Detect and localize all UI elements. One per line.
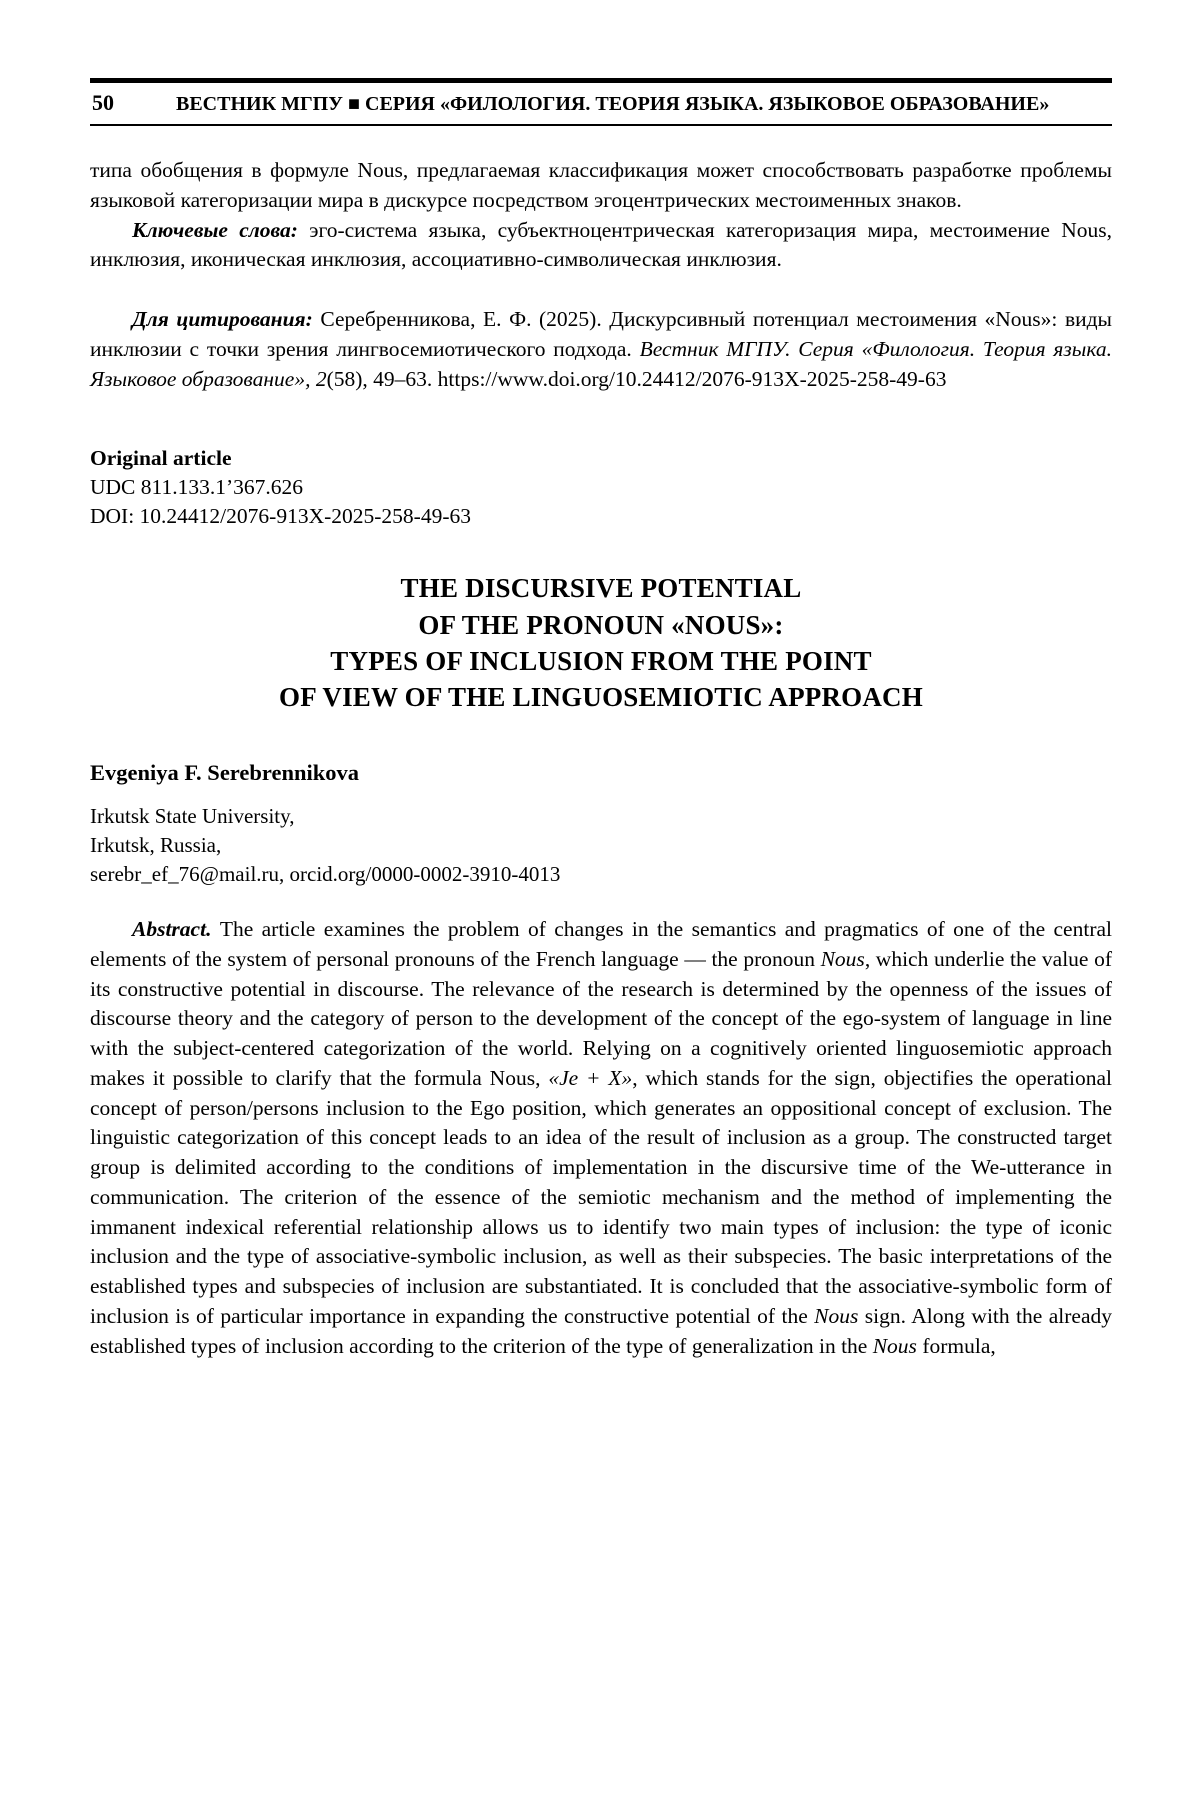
udc-number: UDC 811.133.1’367.626 xyxy=(90,474,304,499)
running-head xyxy=(90,83,1112,124)
text-run: Nous xyxy=(820,946,865,971)
doi-number: DOI: 10.24412/2076-913X-2025-258-49-63 xyxy=(90,503,471,528)
author-name: Evgeniya F. Serebrennikova xyxy=(90,759,360,785)
text-run: Серебренникова, Е. Ф. (2025). Дискурсивный потенциал местоимения «Nous»: виды инклюзии с точки зрения лингвосемиотического подхода. xyxy=(90,307,1112,361)
header-rule-bottom xyxy=(90,124,1112,126)
article-meta xyxy=(90,444,1112,530)
citation-paragraph xyxy=(90,305,1112,394)
text-run: эго-система языка, субъектноцентрическая категоризация мира, местоимение Nous, инклюзия, иконическая инклюзия, ассоциативно-символическая инклюзия. xyxy=(90,217,1112,272)
page-header xyxy=(90,78,1112,126)
article-title-line: OF THE PRONOUN «NOUS»: xyxy=(418,609,784,640)
journal-title: ВЕСТНИК МГПУ ■ СЕРИЯ «ФИЛОЛОГИЯ. ТЕОРИЯ ЯЗЫКА. ЯЗЫКОВОЕ ОБРАЗОВАНИЕ» xyxy=(176,93,1050,115)
author-affiliation xyxy=(90,802,1112,889)
text-run: Ключевые слова: xyxy=(132,217,310,242)
russian-abstract-continuation xyxy=(90,156,1112,216)
text-run: «Je + X» xyxy=(548,1065,633,1090)
article-title-line: THE DISCURSIVE POTENTIAL xyxy=(400,573,802,604)
text-run: Abstract. xyxy=(132,917,220,942)
text-run: Nous xyxy=(872,1333,917,1358)
article-body xyxy=(90,156,1112,1362)
text-run: Для цитирования: xyxy=(132,307,321,332)
text-run: Nous xyxy=(814,1304,859,1328)
text-run: Вестник МГПУ. Серия «Филология. Теория языка. Языковое образование», 2 xyxy=(90,336,1112,391)
article-title xyxy=(90,570,1112,716)
affiliation-line: Irkutsk State University, xyxy=(90,804,295,829)
article-type-label: Original article xyxy=(90,446,232,471)
text-run: The article examines the problem of changes in the semantics and pragmatics of one of the central elements of the system of personal pronouns of the French language — the pronoun xyxy=(90,917,1112,971)
text-run: , which underlie the value of its constructive potential in discourse. The relevance of the research is determined by the openness of the issues of discourse theory and the category of person to the development of the concept of the ego-system of language in line with the subject-centered categorization of the world. Relying on a cognitively oriented linguosemiotic approach makes it possible to clarify that the formula Nous, xyxy=(90,946,1112,1090)
text-run: (58), 49–63. https://www.doi.org/10.24412/2076-913X-2025-258-49-63 xyxy=(326,366,947,391)
affiliation-contact-line: serebr_ef_76@mail.ru, orcid.org/0000-0002-3910-4013 xyxy=(90,862,561,887)
article-title-line: OF VIEW OF THE LINGUOSEMIOTIC APPROACH xyxy=(279,682,923,713)
text-run: типа обобщения в формуле Nous, предлагаемая классификация может способствовать разработке проблемы языковой категоризации мира в дискурсе посредством эгоцентрических местоименных знаков. xyxy=(90,158,1112,212)
text-run: , which stands for the sign, objectifies the operational concept of person/persons inclusion to the Ego position, which generates an oppositional concept of exclusion. The linguistic categorization of this concept leads to an idea of the result of inclusion as a group. The constructed target group is delimited according to the conditions of implementation in the discursive time of the We-utterance in communication. The criterion of the essence of the semiotic mechanism and the method of implementing the immanent indexical referential relationship allows us to identify two main types of inclusion: the type of iconic inclusion and the type of associative-symbolic inclusion, as well as their subspecies. The basic interpretations of the established types and subspecies of inclusion are substantiated. It is concluded that the associative-symbolic form of inclusion is of particular importance in expanding the constructive potential of the xyxy=(90,1065,1112,1328)
text-run: formula, xyxy=(916,1333,996,1358)
page-number: 50 xyxy=(92,90,114,115)
affiliation-line: Irkutsk, Russia, xyxy=(90,833,222,858)
text-run: sign. Along with the already established types of inclusion according to the criterion of the type of generalization in the xyxy=(90,1304,1112,1358)
article-title-line: TYPES OF INCLUSION FROM THE POINT xyxy=(330,646,872,677)
abstract-paragraph xyxy=(90,915,1112,1361)
keywords-paragraph xyxy=(90,216,1112,276)
